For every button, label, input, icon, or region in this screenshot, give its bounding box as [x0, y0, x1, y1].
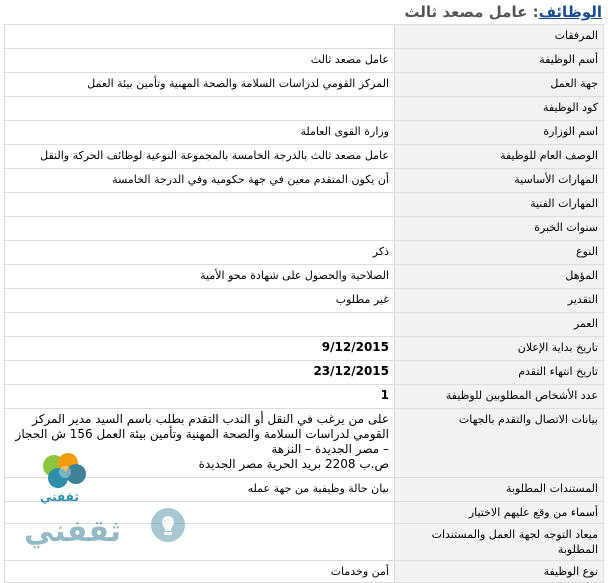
row-value-qualification: الصلاحية والحصول على شهادة محو الأمية — [5, 265, 395, 289]
row-label-documents: المستندات المطلوبة — [395, 478, 604, 502]
row-label-end-date: تاريخ انتهاء التقدم — [395, 361, 604, 385]
row-value-job-code — [5, 97, 395, 121]
table-row — [5, 49, 604, 73]
row-label-basic-skills: المهارات الأساسية — [395, 169, 604, 193]
row-label-grade: التقدير — [395, 289, 604, 313]
row-value-basic-skills: أن يكون المتقدم معين في جهة حكومية وفي الدرجة الخامسة — [5, 169, 395, 193]
row-value-gender: ذكر — [5, 241, 395, 265]
row-value-positions-count: 1 — [5, 385, 395, 409]
row-value-employer: المركز القومي لدراسات السلامة والصحة المهنية وتأمين بيئة العمل — [5, 73, 395, 97]
table-row — [5, 478, 604, 502]
row-label-description: الوصف العام للوظيفة — [395, 145, 604, 169]
table-row — [5, 73, 604, 97]
table-row — [5, 97, 604, 121]
table-row — [5, 145, 604, 169]
row-value-grade: غير مطلوب — [5, 289, 395, 313]
row-label-reporting-date: ميعاد التوجه لجهة العمل والمستندات المطلوبة — [395, 524, 604, 561]
row-label-employer: جهة العمل — [395, 73, 604, 97]
table-row — [5, 121, 604, 145]
table-row — [5, 337, 604, 361]
row-value-age — [5, 313, 395, 337]
row-label-technical-skills: المهارات الفنية — [395, 193, 604, 217]
table-row — [5, 241, 604, 265]
title-separator: : — [532, 3, 539, 21]
row-label-qualification: المؤهل — [395, 265, 604, 289]
row-value-ministry: وزارة القوى العاملة — [5, 121, 395, 145]
row-value-end-date: 23/12/2015 — [5, 361, 395, 385]
lightbulb-icon — [148, 506, 188, 552]
row-value-job-name: عامل مصعد ثالث — [5, 49, 395, 73]
brand-text-small: ثقفني — [40, 490, 79, 504]
row-label-ministry: اسم الوزارة — [395, 121, 604, 145]
row-value-description: عامل مصعد ثالث بالدرجة الخامسة بالمجموعة النوعية لوظائف الحركة والنقل — [5, 145, 395, 169]
table-row — [5, 25, 604, 49]
jobs-link[interactable]: الوظائف — [538, 3, 602, 21]
table-row — [5, 265, 604, 289]
table-row — [5, 361, 604, 385]
row-value-job-type: أمن وخدمات — [5, 561, 395, 583]
row-label-job-name: أسم الوظيفة — [395, 49, 604, 73]
contact-line-2: ص.ب 2208 بريد الحرية مصر الجديدة — [198, 457, 389, 471]
row-label-attachments: المرفقات — [395, 25, 604, 49]
row-label-job-code: كود الوظيفة — [395, 97, 604, 121]
table-row — [5, 217, 604, 241]
row-value-start-date: 9/12/2015 — [5, 337, 395, 361]
row-label-job-type: نوع الوظيفة — [395, 561, 604, 583]
contact-line-1: على من يرغب في النقل أو الندب التقدم بطلب باسم السيد مدير المركز القومي لدراسات السلامة والصحة المهنية وتأمين بيئة العمل 156 ش الحجاز – مصر الجديدة – النزهة — [15, 412, 389, 456]
row-label-selected-names: أسماء من وقع عليهم الاختيار — [395, 502, 604, 524]
page-title — [0, 0, 608, 24]
table-row — [5, 313, 604, 337]
row-label-positions-count: عدد الأشخاص المطلوبين للوظيفة — [395, 385, 604, 409]
row-value-attachments — [5, 25, 395, 49]
brand-watermark-text: ثقفني — [24, 514, 122, 549]
row-value-documents: بيان حالة وظيفية من جهة عمله — [5, 478, 395, 502]
table-row — [5, 169, 604, 193]
table-row — [5, 289, 604, 313]
row-value-technical-skills — [5, 193, 395, 217]
table-row — [5, 385, 604, 409]
row-label-experience: سنوات الخبرة — [395, 217, 604, 241]
row-label-gender: النوع — [395, 241, 604, 265]
table-row — [5, 193, 604, 217]
job-details-table — [4, 24, 604, 583]
row-label-contact: بيانات الاتصال والتقدم بالجهات — [395, 409, 604, 478]
row-label-age: العمر — [395, 313, 604, 337]
brain-icon — [38, 452, 90, 492]
job-title: عامل مصعد ثالث — [404, 3, 528, 21]
row-label-start-date: تاريخ بداية الإعلان — [395, 337, 604, 361]
table-row — [5, 561, 604, 583]
row-value-experience — [5, 217, 395, 241]
table-row — [5, 409, 604, 478]
